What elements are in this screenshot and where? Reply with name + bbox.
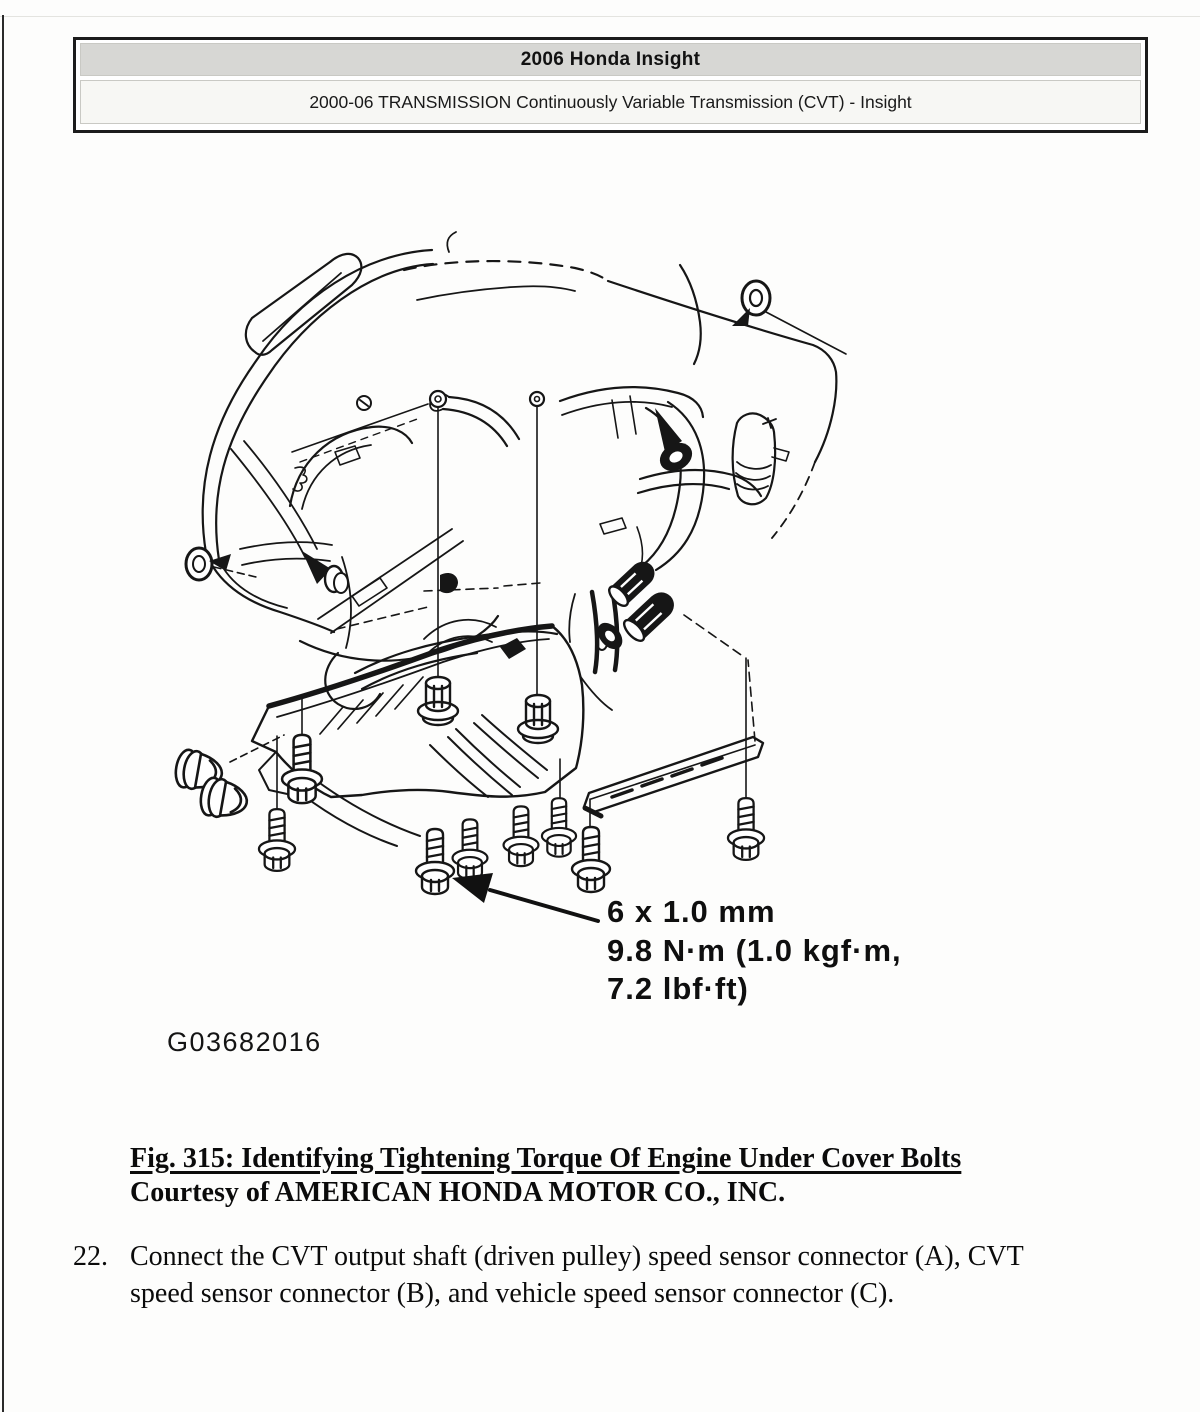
stiffener-rail (584, 737, 763, 816)
diagram-stroke (600, 518, 642, 566)
bolt-icon (572, 827, 610, 892)
leader-line (684, 615, 744, 657)
diagram-stroke (443, 397, 519, 446)
diagram-stroke (447, 232, 456, 252)
vacuum-canister (733, 413, 776, 504)
page-title: 2006 Honda Insight (520, 48, 701, 70)
step-text: Connect the CVT output shaft (driven pulley) speed sensor connector (A), CVT speed sensor connector (B), and vehicle speed sensor connector (C). (130, 1241, 1024, 1309)
bolt-icon (416, 829, 454, 894)
spoiler-flap (246, 254, 362, 355)
torque-annotation (452, 873, 902, 1006)
diagram-stroke (417, 286, 575, 300)
bolt-icon (728, 798, 764, 860)
bolt-icon (453, 819, 488, 879)
diagram-stroke (203, 250, 432, 553)
diagram-stroke (292, 404, 428, 452)
torque-arrow-line (490, 890, 598, 921)
diagram-stroke (680, 265, 701, 364)
diagram-stroke (608, 281, 836, 462)
step-number: 22. (73, 1241, 108, 1272)
diagram-stroke (562, 402, 672, 415)
diagram-stroke (591, 745, 755, 799)
diagram-stroke (638, 470, 761, 496)
bolt-icon (282, 735, 322, 803)
diagram-stroke (300, 418, 420, 462)
bolt-icon (259, 809, 295, 871)
torque-label-line3: 7.2 lbf·ft) (607, 971, 749, 1006)
diagram-stroke (766, 312, 846, 354)
push-clip-icon (186, 548, 231, 580)
torque-label-line1: 6 x 1.0 mm (607, 894, 776, 929)
bolt-icon (542, 798, 576, 857)
panel-top-edge (269, 626, 552, 706)
diagram-stroke (290, 427, 412, 506)
diagram-stroke (763, 418, 776, 428)
screw-icon (530, 392, 544, 406)
diagram-stroke (772, 462, 815, 538)
screw-icon (430, 391, 446, 407)
figure-caption-courtesy: Courtesy of AMERICAN HONDA MOTOR CO., INC. (130, 1177, 786, 1208)
figure-code: G03682016 (167, 1027, 322, 1057)
figure-caption-title: Fig. 315: Identifying Tightening Torque Of Engine Under Cover Bolts (130, 1143, 962, 1174)
leader-line (230, 735, 284, 762)
bolt-icon (518, 695, 558, 743)
diagram-stroke (404, 261, 608, 281)
diagram-stroke (355, 631, 557, 689)
leader-line (748, 660, 755, 741)
screw-icon (302, 551, 348, 593)
page-subtitle: 2000-06 TRANSMISSION Continuously Variable Transmission (CVT) - Insight (309, 91, 912, 112)
diagram-stroke (569, 594, 612, 710)
bolt-icon (198, 776, 250, 821)
torque-arrow-head (452, 873, 493, 903)
torque-label-line2: 9.8 N·m (1.0 kgf·m, (607, 933, 902, 968)
diagram-stroke (352, 578, 387, 606)
figure-caption (130, 1142, 1095, 1210)
rail-slots (612, 758, 722, 797)
screw-icon (357, 396, 371, 410)
bolt-icon (504, 806, 539, 866)
push-clip-icon (732, 281, 770, 326)
procedure-step (73, 1238, 1073, 1312)
bolt-icon (418, 677, 458, 725)
